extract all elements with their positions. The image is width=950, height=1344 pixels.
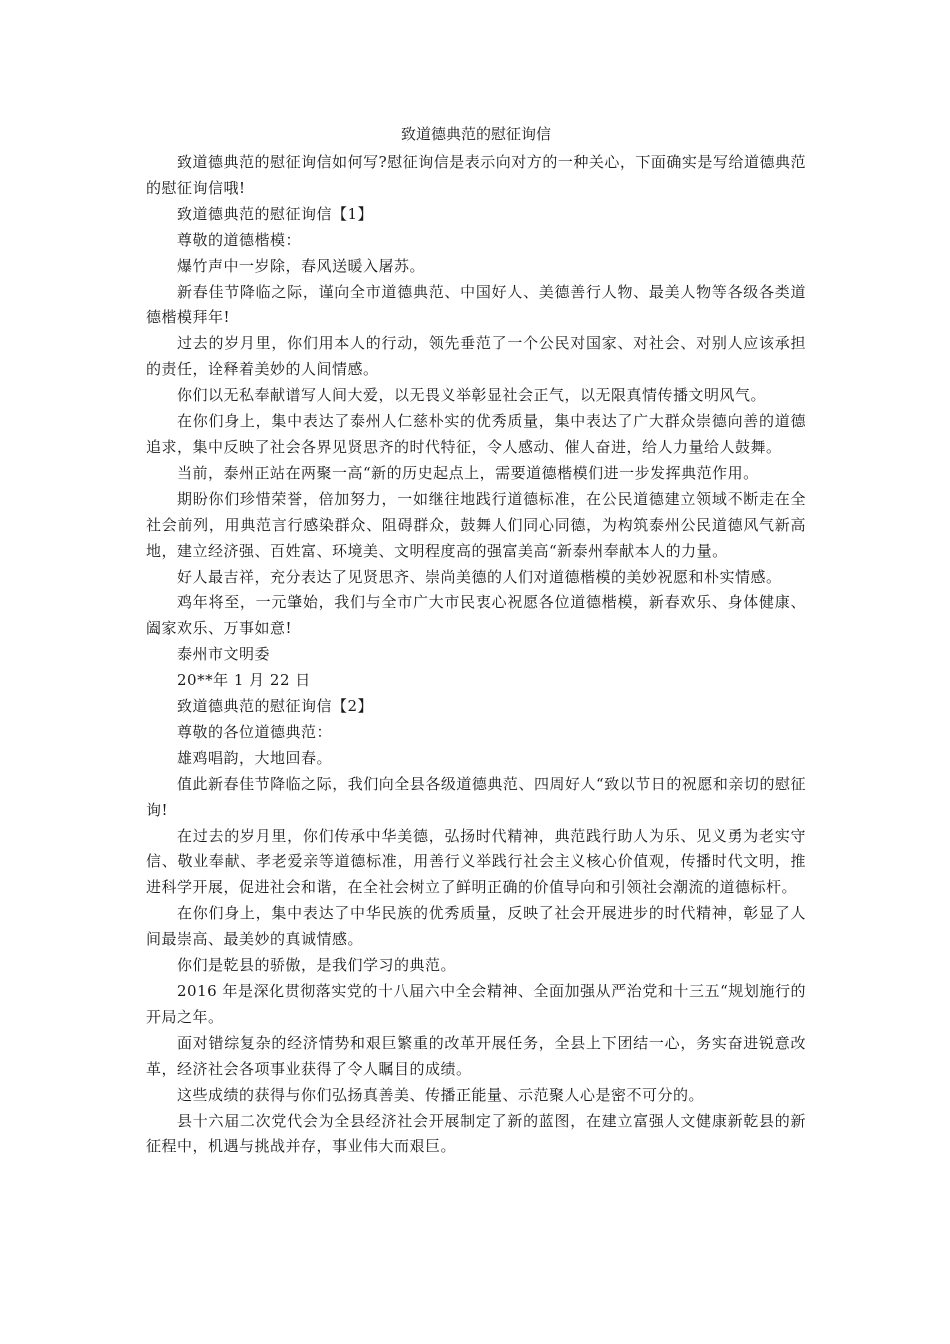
signature: 泰州市文明委 — [177, 645, 271, 664]
document-body — [146, 150, 806, 1160]
section-heading: 致道德典范的慰征询信【1】 — [177, 204, 374, 223]
paragraph: 你们是乾县的骄傲，是我们学习的典范。 — [177, 956, 457, 975]
paragraph: 过去的岁月里，你们用本人的行动，领先垂范了一个公民对国家、对社会、对别人应该承担的责任，诠释着美妙的人间情感。 — [146, 334, 806, 379]
paragraph: 面对错综复杂的经济情势和艰巨繁重的改革开展任务，全县上下团结一心，务实奋进锐意改革，经济社会各项事业获得了令人瞩目的成绩。 — [146, 1033, 806, 1078]
paragraph: 雄鸡唱韵，大地回春。 — [177, 748, 333, 767]
salutation: 尊敬的道德楷模： — [177, 230, 302, 249]
paragraph: 2016 年是深化贯彻落实党的十八届六中全会精神、全面加强从严治党和十三五“规划施行的开局之年。 — [146, 982, 806, 1026]
document-page — [146, 124, 806, 1160]
paragraph: 鸡年将至，一元肇始，我们与全市广大市民衷心祝愿各位道德楷模，新春欢乐、身体健康、阖家欢乐、万事如意! — [146, 593, 806, 638]
section-heading: 致道德典范的慰征询信【2】 — [177, 697, 374, 716]
paragraph: 你们以无私奉献谱写人间大爱，以无畏义举彰显社会正气，以无限真情传播文明风气。 — [177, 386, 767, 405]
paragraph: 新春佳节降临之际，谨向全市道德典范、中国好人、美德善行人物、最美人物等各级各类道德楷模拜年! — [146, 282, 806, 327]
paragraph: 当前，泰州正站在两聚一高“新的历史起点上，需要道德楷模们进一步发挥典范作用。 — [177, 463, 759, 482]
paragraph: 期盼你们珍惜荣誉，倍加努力，一如继往地践行道德标准，在公民道德建立领域不断走在全社会前列，用典范言行感染群众、阻碍群众，鼓舞人们同心同德，为构筑泰州公民道德风气新高地，建立经济强、百姓富、环境美、文明程度高的强富美高“新泰州奉献本人的力量。 — [146, 489, 806, 560]
paragraph: 县十六届二次党代会为全县经济社会开展制定了新的蓝图，在建立富强人文健康新乾县的新征程中，机遇与挑战并存，事业伟大而艰巨。 — [146, 1111, 806, 1156]
paragraph: 这些成绩的获得与你们弘扬真善美、传播正能量、示范聚人心是密不可分的。 — [177, 1085, 705, 1104]
paragraph: 在你们身上，集中表达了中华民族的优秀质量，反映了社会开展进步的时代精神，彰显了人间最崇高、最美妙的真诚情感。 — [146, 904, 806, 949]
paragraph: 值此新春佳节降临之际，我们向全县各级道德典范、四周好人“致以节日的祝愿和亲切的慰征询! — [146, 774, 806, 819]
paragraph: 爆竹声中一岁除，春风送暖入屠苏。 — [177, 256, 426, 275]
paragraph: 在你们身上，集中表达了泰州人仁慈朴实的优秀质量，集中表达了广大群众崇德向善的道德追求，集中反映了社会各界见贤思齐的时代特征，令人感动、催人奋进，给人力量给人鼓舞。 — [146, 412, 806, 456]
paragraph: 好人最吉祥，充分表达了见贤思齐、崇尚美德的人们对道德楷模的美妙祝愿和朴实情感。 — [177, 567, 782, 586]
paragraph: 在过去的岁月里，你们传承中华美德，弘扬时代精神，典范践行助人为乐、见义勇为老实守信、敬业奉献、孝老爱亲等道德标准，用善行义举践行社会主义核心价值观，传播时代文明，推进科学开展，促进社会和谐，在全社会树立了鲜明正确的价值导向和引领社会潮流的道德标杆。 — [146, 826, 806, 897]
document-title: 致道德典范的慰征询信 — [400, 125, 551, 143]
salutation: 尊敬的各位道德典范： — [177, 722, 333, 741]
date: 20**年 1 月 22 日 — [177, 671, 311, 690]
paragraph: 致道德典范的慰征询信如何写?慰征询信是表示向对方的一种关心，下面确实是写给道德典范的慰征询信哦! — [146, 153, 806, 197]
